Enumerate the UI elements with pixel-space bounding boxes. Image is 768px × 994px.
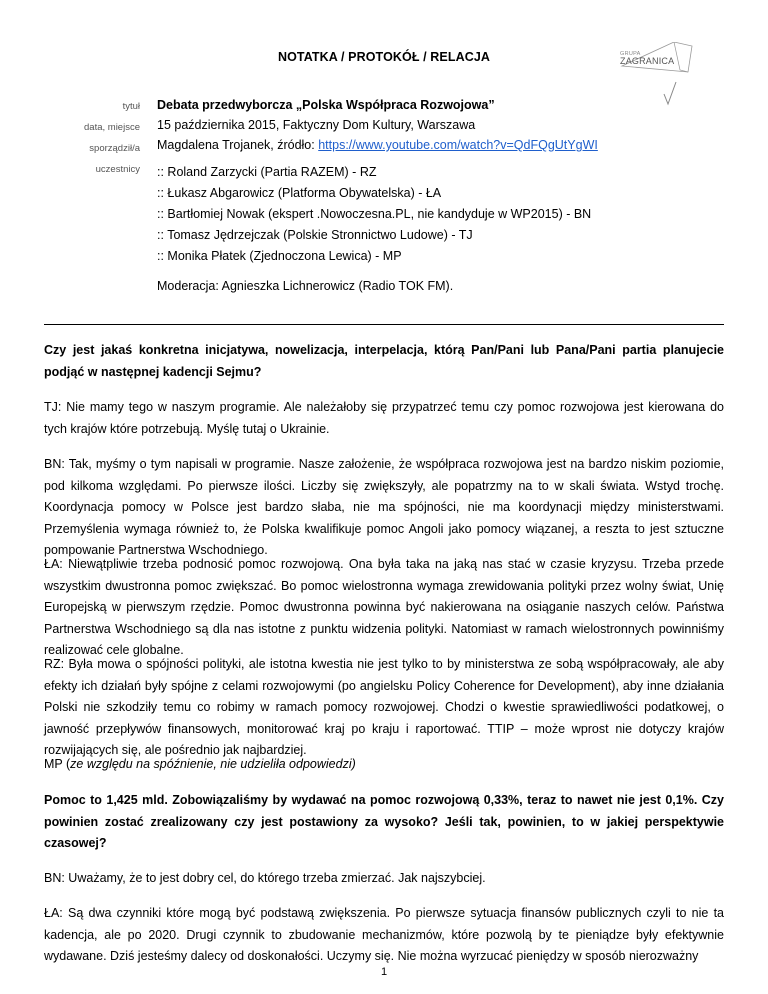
logo-text-line2: ZAGRANICA bbox=[620, 56, 675, 66]
participant-item: :: Łukasz Abgarowicz (Platforma Obywatelska) - ŁA bbox=[157, 186, 442, 200]
participant-item: :: Monika Płatek (Zjednoczona Lewica) - MP bbox=[157, 249, 402, 263]
answer-la-1: ŁA: Niewątpliwie trzeba podnosić pomoc rozwojową. Ona była taka na jaką nas stać w czasie kryzysu. Trzeba przede wszystkim dwustronna pomoc zwiększać. Bo pomoc wielostronna wymaga zrewidowania polityki przez wolny świat, Unię Europejską w pierwszym rzędzie. Pomoc dwustronna powinna być nakierowana na osiąganie naszych celów. Państwa Partnerstwa Wschodniego są dla nas istotne z punktu widzenia polityki. Natomiast w ramach wielostronnych powinniśmy realizować cele globalne. bbox=[44, 557, 724, 658]
participant-item: :: Bartłomiej Nowak (ekspert .Nowoczesna.PL, nie kandyduje w WP2015) - BN bbox=[157, 207, 592, 221]
answer-bn-1: BN: Tak, myśmy o tym napisali w programie. Nasze założenie, że współpraca rozwojowa jest na bardzo niskim poziomie, pod kilkoma względami. Po pierwsze ilości. Liczby się zwiększyły, ale popatrzmy na to w skali świata. Wstyd trochę. Koordynacja pomocy w Polsce jest bardzo słaba, nie ma spójności, nie ma koordynacji między ministerstwami. Przemyślenia wymaga również to, że Polska kwalifikuje pomoc Angoli jako pomocy wiązanej, a reszta to jest sztuczne pompowanie Partnerstwa Wschodniego. bbox=[44, 457, 724, 558]
answer-rz-1: RZ: Była mowa o spójności polityki, ale istotna kwestia nie jest tylko to by ministerstwa ze sobą współpracowały, ale aby efekty ich działań były spójne z celami rozwojowymi (po angielsku Policy Coherence for Development), aby inne działania Polski nie szkodziły temu co robimy w ramach pomocy rozwojowej. Chodzi o kwestie sprawiedliwości podatkowej, o jawność przepływów finansowych, monitorować kraj po kraju i raportować. TTIP – może wprost nie dotyczy krajów rozwijających się, ale pośrednio jak najbardziej. bbox=[44, 657, 724, 758]
participant-item: :: Roland Zarzycki (Partia RAZEM) - RZ bbox=[157, 165, 377, 179]
answer-tj-1: TJ: Nie mamy tego w naszym programie. Ale należałoby się przypatrzeć temu czy pomoc rozwojowa jest kierowana do tych krajów które potrzebują. Myślę tutaj o Ukrainie. bbox=[44, 400, 724, 436]
label-date-place: data, miejsce bbox=[84, 122, 140, 133]
divider bbox=[44, 324, 724, 325]
page-number: 1 bbox=[380, 966, 388, 978]
answer-mp-prefix: MP ( bbox=[44, 757, 71, 771]
label-title: tytuł bbox=[122, 101, 140, 112]
answer-bn-2: BN: Uważamy, że to jest dobry cel, do którego trzeba zmierzać. Jak najszybciej. bbox=[44, 871, 486, 885]
answer-la-2: ŁA: Są dwa czynniki które mogą być podstawą zwiększenia. Po pierwsze sytuacja finansów publicznych czyli to nie ta kadencja, ale po 2020. Drugi czynnik to zbudowanie mechanizmów, które pozwolą by te pieniądze były efektywnie wydawane. Dziś jesteśmy dalecy od doskonałości. Uczymy się. Nie można wyrzucać pieniędzy w sposób nierozważny bbox=[44, 906, 724, 964]
author-text: Magdalena Trojanek, źródło: bbox=[157, 138, 319, 152]
label-author: sporządził/a bbox=[89, 143, 140, 154]
question-1: Czy jest jakaś konkretna inicjatywa, nowelizacja, interpelacja, którą Pan/Pani lub Pana/Pani partia planujecie podjąć w następnej kadencji Sejmu? bbox=[44, 343, 724, 379]
author-line bbox=[157, 138, 598, 152]
answer-mp-note: ze względu na spóźnienie, nie udzieliła odpowiedzi) bbox=[70, 757, 356, 771]
page-title: NOTATKA / PROTOKÓŁ / RELACJA bbox=[277, 50, 491, 64]
question-2: Pomoc to 1,425 mld. Zobowiązaliśmy by wydawać na pomoc rozwojową 0,33%, teraz to nawet nie jest 0,1%. Czy powinien zostać zrealizowany czy jest postawiony za wysoko? Jeśli tak, powinien, to w jakiej perspektywie czasowej? bbox=[44, 793, 724, 851]
date-place: 15 października 2015, Faktyczny Dom Kultury, Warszawa bbox=[157, 118, 476, 132]
moderation: Moderacja: Agnieszka Lichnerowicz (Radio TOK FM). bbox=[157, 279, 454, 293]
logo-text-line1: GRUPA bbox=[620, 51, 641, 57]
label-participants: uczestnicy bbox=[95, 164, 140, 175]
source-link[interactable]: https://www.youtube.com/watch?v=QdFQgUtYgWI bbox=[318, 138, 598, 152]
document-title: Debata przedwyborcza „Polska Współpraca Rozwojowa” bbox=[157, 98, 495, 112]
participant-item: :: Tomasz Jędrzejczak (Polskie Stronnictwo Ludowe) - TJ bbox=[157, 228, 473, 242]
logo bbox=[620, 42, 694, 108]
answer-mp-1 bbox=[44, 754, 724, 776]
